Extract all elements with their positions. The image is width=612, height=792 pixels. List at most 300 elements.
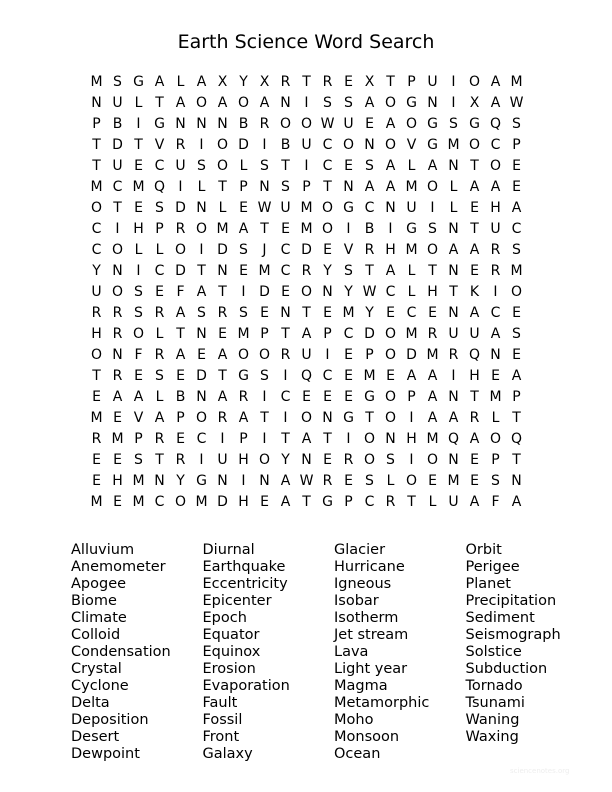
word-list-item: Climate xyxy=(71,610,127,626)
grid-letter: A xyxy=(469,179,480,195)
word-list-column xyxy=(466,542,598,763)
grid-letter: L xyxy=(491,410,500,426)
grid-letter: I xyxy=(346,431,351,447)
grid-letter: T xyxy=(512,410,521,426)
grid-letter: A xyxy=(175,347,186,363)
grid-letter: I xyxy=(241,284,246,300)
grid-letter: R xyxy=(469,410,480,426)
grid-letter: G xyxy=(343,410,354,426)
grid-letter: E xyxy=(344,389,353,405)
grid-letter: S xyxy=(113,74,122,90)
grid-letter: P xyxy=(512,137,521,153)
grid-letter: R xyxy=(280,347,291,363)
grid-letter: R xyxy=(154,347,165,363)
grid-letter: A xyxy=(301,431,312,447)
grid-letter: A xyxy=(469,431,480,447)
grid-letter: A xyxy=(511,368,522,384)
grid-letter: S xyxy=(512,326,521,342)
grid-letter: E xyxy=(344,368,353,384)
grid-letter: U xyxy=(490,221,501,237)
grid-letter: A xyxy=(238,221,249,237)
grid-letter: G xyxy=(364,389,375,405)
grid-letter: C xyxy=(322,158,333,174)
word-list-item: Seismograph xyxy=(465,627,561,643)
grid-letter: E xyxy=(344,473,353,489)
grid-letter: T xyxy=(260,410,269,426)
word-list-item: Waxing xyxy=(465,729,519,745)
grid-letter: G xyxy=(406,221,417,237)
word-list-item: Cyclone xyxy=(71,678,129,694)
grid-letter: S xyxy=(449,116,458,132)
grid-letter: S xyxy=(134,284,143,300)
word-list-item: Equinox xyxy=(202,644,261,660)
grid-letter: U xyxy=(406,200,417,216)
grid-letter: Q xyxy=(153,179,166,195)
grid-letter: H xyxy=(490,200,501,216)
grid-letter: C xyxy=(511,221,522,237)
grid-letter: N xyxy=(322,284,333,300)
grid-letter: L xyxy=(155,326,164,342)
grid-letter: S xyxy=(197,305,206,321)
grid-letter: H xyxy=(385,242,396,258)
grid-letter: O xyxy=(384,95,397,111)
grid-letter: A xyxy=(301,326,312,342)
grid-letter: P xyxy=(239,431,248,447)
grid-letter: V xyxy=(154,137,165,153)
grid-letter: U xyxy=(175,158,186,174)
grid-letter: A xyxy=(448,242,459,258)
grid-letter: S xyxy=(155,368,164,384)
word-list-item: Eccentricity xyxy=(202,576,288,592)
grid-letter: T xyxy=(365,410,374,426)
grid-letter: E xyxy=(470,473,479,489)
grid-letter: O xyxy=(489,431,502,447)
grid-letter: N xyxy=(217,116,228,132)
grid-letter: M xyxy=(237,326,250,342)
grid-letter: L xyxy=(449,179,458,195)
word-list-item: Earthquake xyxy=(202,559,286,575)
grid-letter: D xyxy=(238,137,249,153)
grid-letter: A xyxy=(469,494,480,510)
grid-letter: N xyxy=(196,326,207,342)
word-list-item: Solstice xyxy=(465,644,522,660)
grid-letter: A xyxy=(427,410,438,426)
grid-letter: I xyxy=(241,473,246,489)
grid-letter: E xyxy=(260,305,269,321)
word-list-item: Jet stream xyxy=(334,627,409,643)
grid-letter: N xyxy=(112,263,123,279)
grid-letter: G xyxy=(133,74,144,90)
grid-letter: S xyxy=(512,242,521,258)
grid-letter: A xyxy=(238,410,249,426)
grid-letter: N xyxy=(385,200,396,216)
grid-letter: C xyxy=(280,263,291,279)
grid-letter: A xyxy=(469,242,480,258)
grid-letter: C xyxy=(280,389,291,405)
grid-letter: P xyxy=(134,431,143,447)
grid-letter: M xyxy=(426,431,439,447)
grid-letter: S xyxy=(323,95,332,111)
grid-letter: R xyxy=(259,116,270,132)
grid-letter: O xyxy=(468,74,481,90)
grid-letter: E xyxy=(428,305,437,321)
grid-letter: N xyxy=(217,263,228,279)
grid-letter: L xyxy=(155,242,164,258)
grid-letter: N xyxy=(196,389,207,405)
grid-letter: N xyxy=(259,473,270,489)
word-list-item: Anemometer xyxy=(71,559,166,575)
grid-letter: N xyxy=(301,452,312,468)
grid-letter: I xyxy=(304,158,309,174)
grid-letter: E xyxy=(386,368,395,384)
grid-letter: P xyxy=(323,326,332,342)
grid-letter: L xyxy=(218,200,227,216)
grid-letter: M xyxy=(90,179,103,195)
grid-letter: C xyxy=(385,284,396,300)
grid-letter: O xyxy=(174,242,187,258)
grid-letter: M xyxy=(258,263,271,279)
grid-letter: M xyxy=(195,494,208,510)
grid-letter: R xyxy=(364,242,375,258)
word-list-item: Ocean xyxy=(334,746,381,762)
letter-grid xyxy=(86,72,527,513)
grid-letter: O xyxy=(321,221,334,237)
grid-letter: M xyxy=(405,242,418,258)
grid-letter: P xyxy=(260,326,269,342)
grid-letter: R xyxy=(217,305,228,321)
grid-letter: C xyxy=(490,137,501,153)
grid-letter: S xyxy=(281,179,290,195)
grid-letter: G xyxy=(406,95,417,111)
grid-letter: L xyxy=(134,242,143,258)
grid-letter: N xyxy=(448,263,459,279)
grid-letter: T xyxy=(155,95,164,111)
grid-letter: A xyxy=(280,494,291,510)
grid-letter: A xyxy=(364,179,375,195)
grid-letter: E xyxy=(344,158,353,174)
grid-letter: U xyxy=(448,326,459,342)
grid-letter: O xyxy=(468,137,481,153)
word-list-item: Desert xyxy=(71,729,120,745)
word-list-item: Epicenter xyxy=(202,593,272,609)
grid-letter: T xyxy=(323,431,332,447)
grid-letter: C xyxy=(91,221,102,237)
grid-letter: M xyxy=(489,389,502,405)
grid-letter: T xyxy=(470,158,479,174)
grid-letter: A xyxy=(511,200,522,216)
grid-letter: B xyxy=(175,389,186,405)
word-list-item: Condensation xyxy=(71,644,171,660)
grid-letter: S xyxy=(344,263,353,279)
grid-letter: M xyxy=(405,179,418,195)
grid-letter: M xyxy=(132,179,145,195)
grid-letter: A xyxy=(280,473,291,489)
grid-letter: T xyxy=(302,494,311,510)
grid-letter: A xyxy=(427,389,438,405)
grid-letter: O xyxy=(195,221,208,237)
grid-letter: P xyxy=(239,179,248,195)
watermark: sciencenotes.org xyxy=(510,767,570,775)
grid-letter: O xyxy=(258,347,271,363)
grid-letter: A xyxy=(490,326,501,342)
grid-letter: H xyxy=(91,326,102,342)
word-list-column xyxy=(71,542,203,763)
grid-letter: A xyxy=(385,179,396,195)
grid-letter: E xyxy=(113,452,122,468)
grid-letter: P xyxy=(92,116,101,132)
grid-letter: T xyxy=(218,284,227,300)
grid-letter: R xyxy=(322,473,333,489)
grid-letter: M xyxy=(90,494,103,510)
grid-letter: I xyxy=(451,95,456,111)
grid-letter: T xyxy=(260,221,269,237)
grid-letter: A xyxy=(217,389,228,405)
grid-letter: A xyxy=(385,263,396,279)
grid-letter: I xyxy=(388,221,393,237)
grid-letter: I xyxy=(262,431,267,447)
grid-letter: E xyxy=(512,305,521,321)
word-list-column xyxy=(203,542,335,763)
grid-letter: S xyxy=(134,452,143,468)
grid-letter: L xyxy=(428,494,437,510)
grid-letter: I xyxy=(262,389,267,405)
word-list-item: Sediment xyxy=(465,610,535,626)
grid-letter: A xyxy=(217,95,228,111)
grid-letter: A xyxy=(385,158,396,174)
grid-letter: O xyxy=(216,137,229,153)
grid-letter: N xyxy=(259,179,270,195)
grid-letter: H xyxy=(133,221,144,237)
grid-letter: M xyxy=(216,221,229,237)
grid-letter: O xyxy=(384,137,397,153)
grid-letter: C xyxy=(196,431,207,447)
grid-letter: O xyxy=(363,452,376,468)
grid-letter: Y xyxy=(176,473,185,489)
grid-letter: N xyxy=(280,305,291,321)
grid-letter: V xyxy=(133,410,144,426)
grid-letter: U xyxy=(217,452,228,468)
word-list-item: Erosion xyxy=(202,661,256,677)
grid-letter: M xyxy=(426,347,439,363)
grid-letter: A xyxy=(490,179,501,195)
grid-letter: E xyxy=(134,368,143,384)
grid-letter: S xyxy=(134,305,143,321)
grid-letter: E xyxy=(92,389,101,405)
grid-letter: H xyxy=(469,368,480,384)
grid-letter: E xyxy=(239,263,248,279)
grid-letter: A xyxy=(112,389,123,405)
grid-letter: X xyxy=(217,74,228,90)
grid-letter: R xyxy=(385,494,396,510)
grid-letter: U xyxy=(448,494,459,510)
grid-letter: I xyxy=(115,221,120,237)
grid-letter: N xyxy=(490,347,501,363)
word-list-item: Epoch xyxy=(202,610,247,626)
grid-letter: E xyxy=(323,389,332,405)
grid-letter: O xyxy=(342,137,355,153)
grid-letter: C xyxy=(154,158,165,174)
grid-letter: E xyxy=(470,263,479,279)
word-list-item: Perigee xyxy=(465,559,520,575)
word-list-item: Colloid xyxy=(71,627,121,643)
grid-letter: I xyxy=(325,347,330,363)
grid-letter: O xyxy=(384,347,397,363)
grid-letter: O xyxy=(90,200,103,216)
grid-letter: N xyxy=(196,116,207,132)
word-list-item: Crystal xyxy=(71,661,122,677)
grid-letter: W xyxy=(299,473,314,489)
grid-letter: E xyxy=(323,242,332,258)
grid-letter: C xyxy=(364,200,375,216)
grid-letter: O xyxy=(300,410,313,426)
grid-letter: Q xyxy=(447,431,460,447)
grid-letter: B xyxy=(112,116,123,132)
grid-letter: A xyxy=(133,389,144,405)
grid-letter: I xyxy=(451,368,456,384)
grid-letter: D xyxy=(175,200,186,216)
grid-letter: T xyxy=(218,179,227,195)
grid-letter: H xyxy=(427,284,438,300)
grid-letter: M xyxy=(90,410,103,426)
grid-letter: M xyxy=(300,200,313,216)
grid-letter: E xyxy=(386,305,395,321)
grid-letter: L xyxy=(176,74,185,90)
grid-letter: A xyxy=(490,95,501,111)
grid-letter: G xyxy=(343,200,354,216)
grid-letter: N xyxy=(175,116,186,132)
grid-letter: K xyxy=(469,284,480,300)
grid-letter: Y xyxy=(365,305,374,321)
grid-letter: D xyxy=(364,326,375,342)
grid-letter: W xyxy=(257,200,272,216)
grid-letter: U xyxy=(112,158,123,174)
word-list-item: Moho xyxy=(334,712,374,728)
grid-letter: T xyxy=(386,74,395,90)
grid-letter: E xyxy=(218,326,227,342)
grid-letter: A xyxy=(259,95,270,111)
grid-letter: R xyxy=(322,74,333,90)
grid-letter: N xyxy=(511,473,522,489)
grid-letter: E xyxy=(470,452,479,468)
grid-letter: F xyxy=(134,347,143,363)
grid-letter: E xyxy=(239,200,248,216)
grid-letter: D xyxy=(217,494,228,510)
grid-letter: B xyxy=(280,137,291,153)
word-list-item: Isotherm xyxy=(334,610,399,626)
grid-letter: A xyxy=(427,368,438,384)
grid-letter: W xyxy=(362,284,377,300)
word-list-column xyxy=(334,542,466,763)
word-list-item: Diurnal xyxy=(202,542,255,558)
grid-letter: S xyxy=(239,305,248,321)
grid-letter: G xyxy=(469,116,480,132)
word-list xyxy=(71,542,597,763)
grid-letter: I xyxy=(199,137,204,153)
grid-letter: E xyxy=(512,158,521,174)
grid-letter: D xyxy=(259,284,270,300)
grid-letter: I xyxy=(220,431,225,447)
word-list-item: Galaxy xyxy=(202,746,253,762)
grid-letter: M xyxy=(363,368,376,384)
grid-letter: I xyxy=(262,137,267,153)
grid-letter: A xyxy=(469,305,480,321)
grid-letter: O xyxy=(363,431,376,447)
grid-letter: M xyxy=(132,494,145,510)
word-list-item: Fossil xyxy=(202,712,243,728)
grid-letter: H xyxy=(406,431,417,447)
grid-letter: S xyxy=(344,95,353,111)
grid-letter: Y xyxy=(344,284,353,300)
grid-letter: N xyxy=(364,137,375,153)
grid-letter: O xyxy=(426,452,439,468)
grid-letter: H xyxy=(112,473,123,489)
grid-letter: G xyxy=(154,116,165,132)
grid-letter: T xyxy=(92,368,101,384)
grid-letter: A xyxy=(385,116,396,132)
word-list-item: Alluvium xyxy=(71,542,135,558)
grid-letter: E xyxy=(323,452,332,468)
grid-letter: U xyxy=(280,200,291,216)
grid-letter: P xyxy=(344,494,353,510)
grid-letter: M xyxy=(90,74,103,90)
grid-letter: M xyxy=(405,326,418,342)
grid-letter: R xyxy=(154,431,165,447)
grid-letter: I xyxy=(136,116,141,132)
word-list-item: Light year xyxy=(334,661,408,677)
grid-letter: R xyxy=(490,242,501,258)
grid-letter: E xyxy=(92,452,101,468)
grid-letter: Q xyxy=(489,116,502,132)
grid-letter: T xyxy=(197,263,206,279)
grid-letter: L xyxy=(134,95,143,111)
grid-letter: P xyxy=(512,389,521,405)
grid-letter: A xyxy=(154,410,165,426)
grid-letter: N xyxy=(448,158,459,174)
word-list-item: Orbit xyxy=(465,542,502,558)
grid-letter: T xyxy=(134,137,143,153)
grid-letter: U xyxy=(112,95,123,111)
grid-letter: E xyxy=(470,200,479,216)
word-list-item: Precipitation xyxy=(465,593,557,609)
grid-letter: S xyxy=(512,116,521,132)
grid-letter: N xyxy=(322,410,333,426)
grid-letter: M xyxy=(342,305,355,321)
word-list-item: Isobar xyxy=(334,593,379,609)
grid-letter: R xyxy=(112,368,123,384)
grid-letter: O xyxy=(111,242,124,258)
grid-letter: A xyxy=(511,494,522,510)
grid-letter: R xyxy=(427,326,438,342)
grid-letter: A xyxy=(364,95,375,111)
grid-letter: O xyxy=(258,452,271,468)
word-list-item: Evaporation xyxy=(202,678,290,694)
word-list-item: Biome xyxy=(71,593,117,609)
grid-letter: R xyxy=(154,305,165,321)
grid-letter: X xyxy=(364,74,375,90)
grid-letter: O xyxy=(237,347,250,363)
grid-letter: S xyxy=(428,221,437,237)
grid-letter: N xyxy=(154,473,165,489)
word-list-item: Waning xyxy=(465,712,520,728)
grid-letter: Q xyxy=(510,431,523,447)
grid-letter: R xyxy=(490,263,501,279)
grid-letter: R xyxy=(217,410,228,426)
grid-letter: L xyxy=(197,179,206,195)
grid-letter: B xyxy=(238,116,249,132)
grid-letter: N xyxy=(217,473,228,489)
grid-letter: A xyxy=(196,74,207,90)
grid-letter: I xyxy=(304,95,309,111)
